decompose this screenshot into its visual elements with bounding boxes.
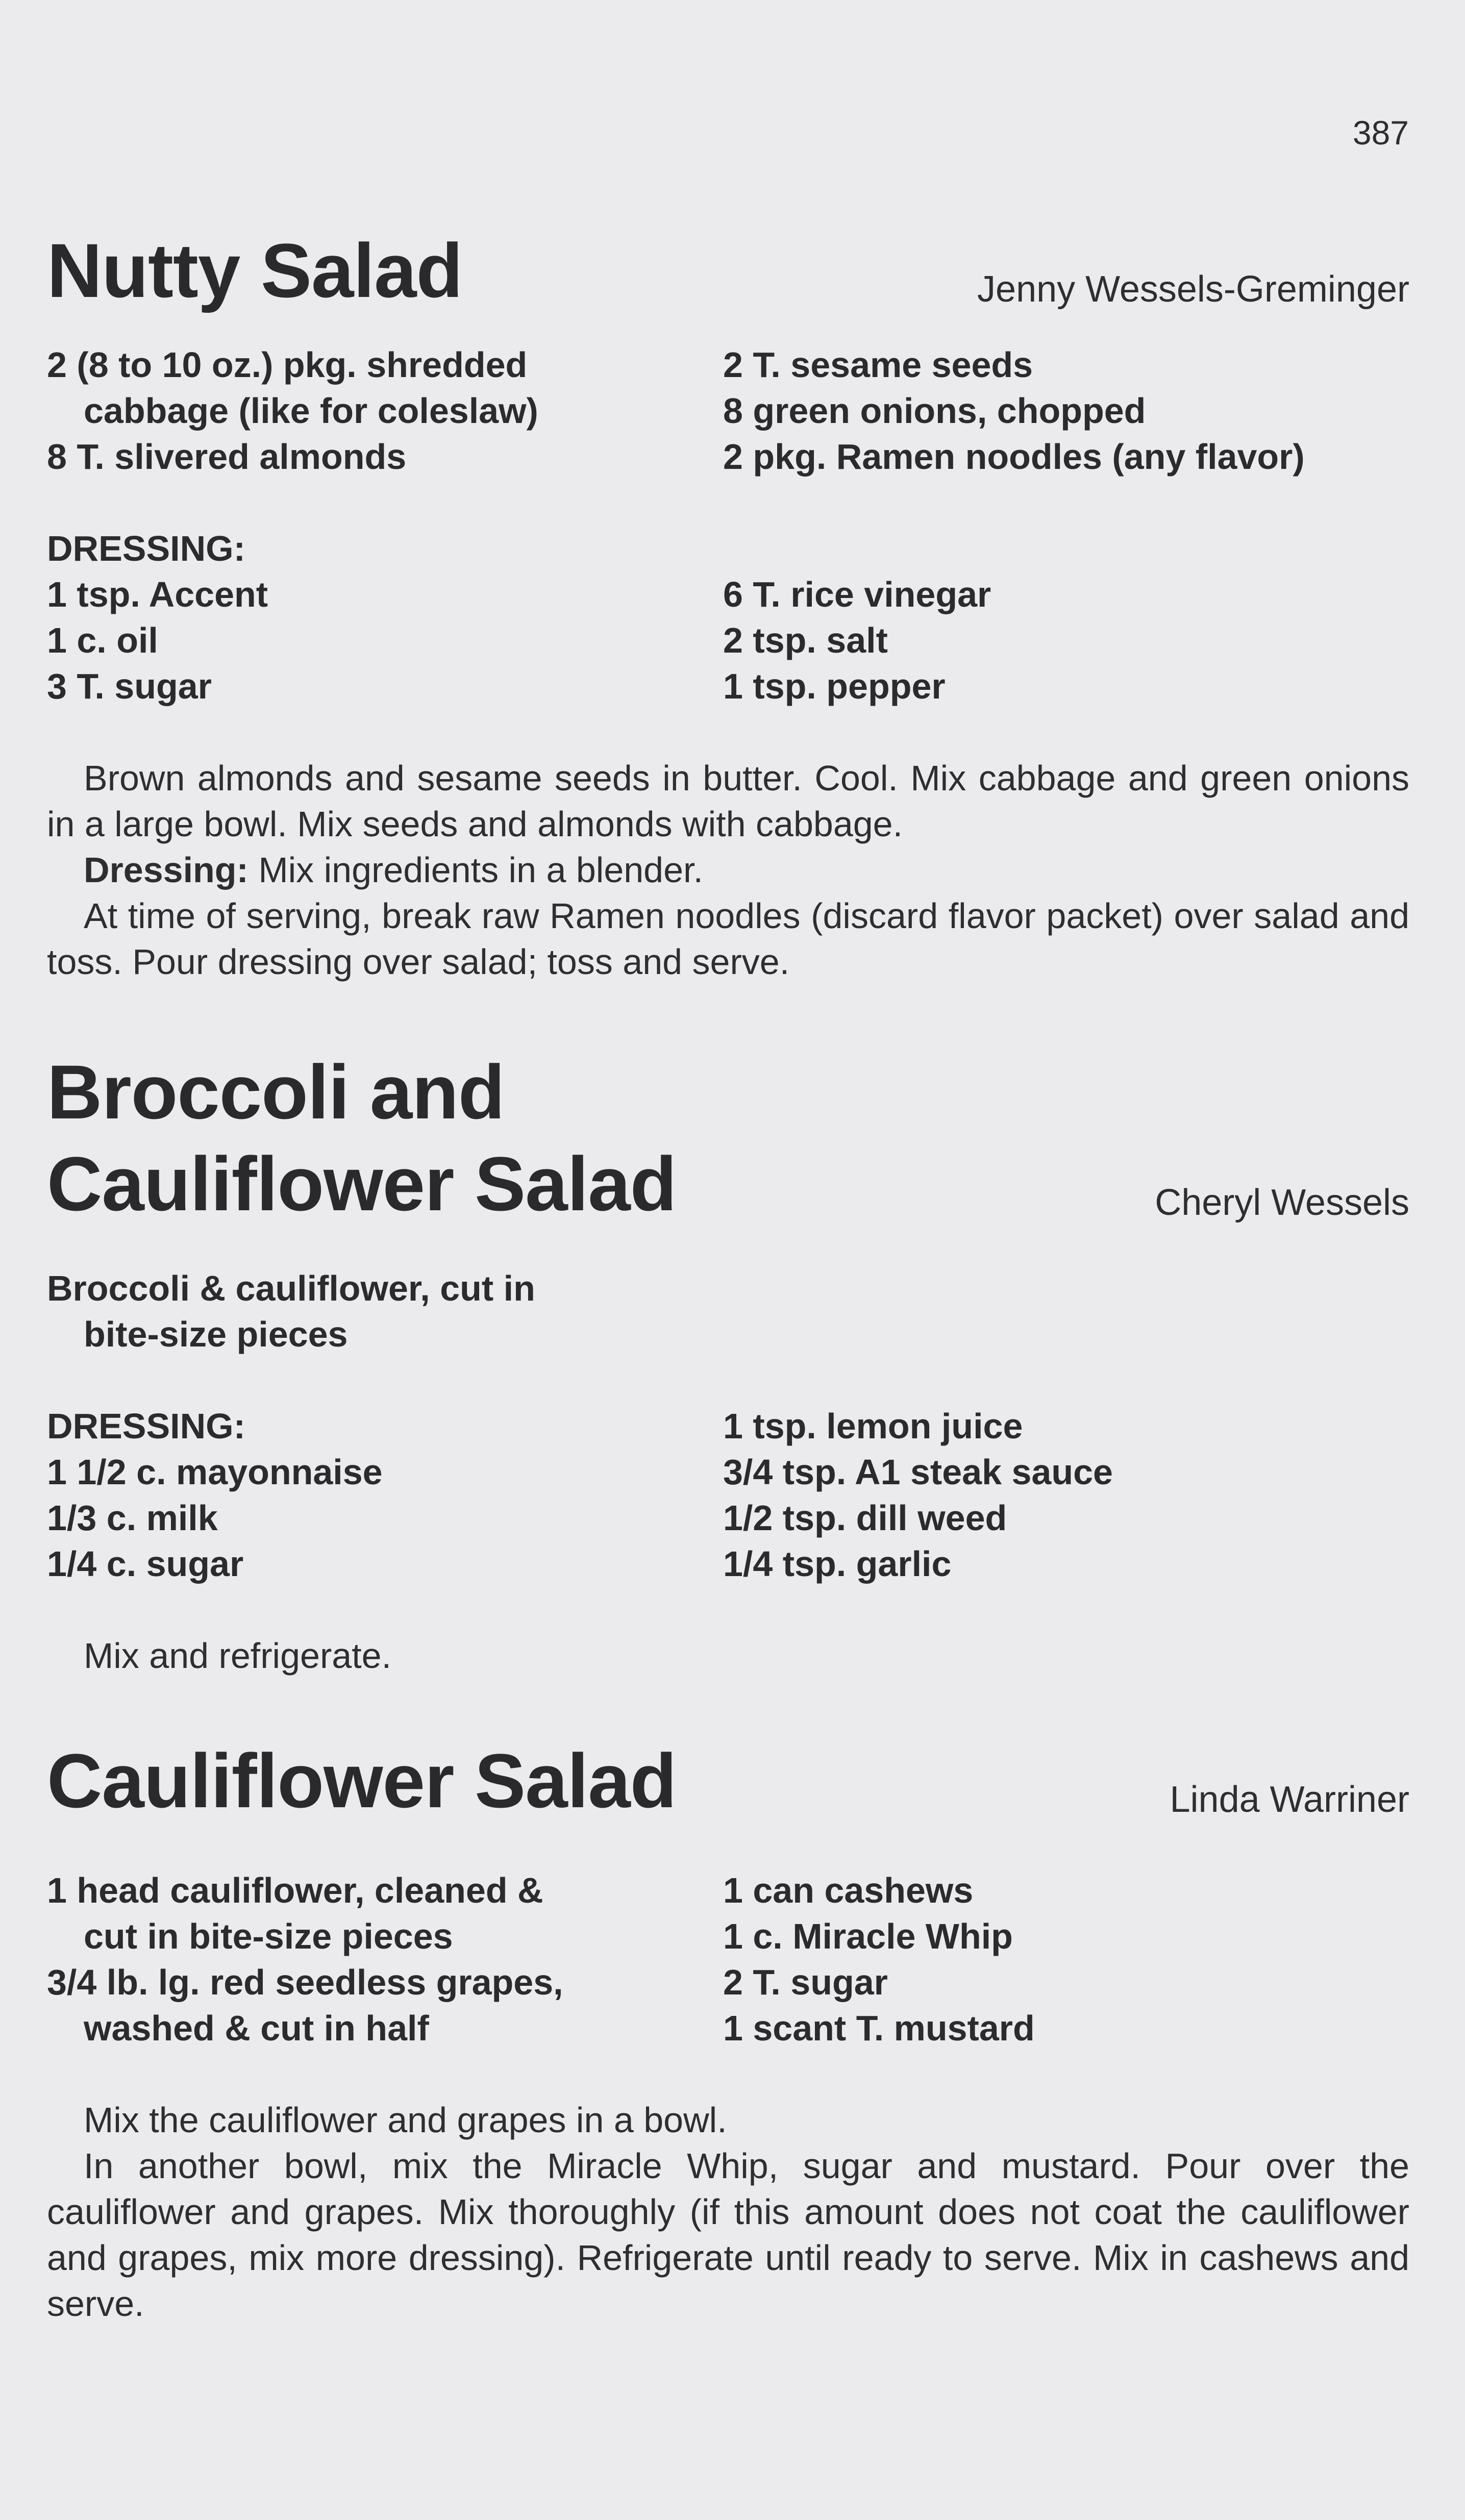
ingredients-left	[47, 342, 723, 480]
direction-text: Mix and refrigerate.	[84, 1636, 392, 1676]
recipe-author: Linda Warriner	[1170, 1779, 1409, 1820]
direction-paragraph	[47, 755, 1409, 847]
ingredient-columns	[47, 342, 1409, 480]
recipe-author: Jenny Wessels-Greminger	[977, 269, 1409, 310]
direction-paragraph	[47, 1633, 1409, 1679]
ingredient-item: 2 T. sesame seeds	[723, 345, 1033, 385]
ingredient-text: 1 head cauliflower, cleaned &	[47, 1870, 543, 1910]
dressing-left	[47, 526, 723, 709]
ingredients-left	[47, 1867, 723, 2051]
ingredients-right	[723, 1867, 1409, 2051]
ingredient-item	[47, 1265, 723, 1357]
direction-paragraph	[47, 2143, 1409, 2327]
dressing-left	[47, 1403, 723, 1587]
direction-text: Mix ingredients in a blender.	[248, 850, 703, 890]
direction-paragraph	[47, 893, 1409, 985]
direction-paragraph	[47, 847, 1409, 893]
dressing-columns	[47, 526, 1409, 709]
ingredient-item: 3/4 tsp. A1 steak sauce	[723, 1452, 1113, 1492]
title-line: Cauliflower Salad	[47, 1141, 677, 1227]
direction-paragraph	[47, 2097, 1409, 2143]
direction-lead: Dressing:	[84, 850, 249, 890]
ingredient-text: 3/4 lb. lg. red seedless grapes,	[47, 1962, 563, 2002]
ingredient-item	[47, 1959, 723, 2051]
recipe-title: Nutty Salad	[47, 228, 463, 313]
title-line: Broccoli and	[47, 1049, 505, 1135]
ingredient-item: 1 tsp. Accent	[47, 575, 268, 614]
ingredient-item: 3 T. sugar	[47, 666, 212, 706]
dressing-label: DRESSING:	[47, 1406, 245, 1446]
ingredient-item: 8 green onions, chopped	[723, 391, 1146, 431]
recipe-header	[47, 1046, 1409, 1230]
recipe-header	[47, 1735, 1409, 1827]
recipe-nutty-salad	[47, 224, 1409, 985]
ingredient-columns	[47, 1265, 1409, 1357]
ingredient-item	[47, 342, 723, 434]
ingredient-item: 2 tsp. salt	[723, 620, 888, 660]
ingredient-continuation: cabbage (like for coleslaw)	[84, 391, 538, 431]
ingredient-item: 1/4 c. sugar	[47, 1544, 244, 1584]
ingredient-continuation: washed & cut in half	[84, 2008, 429, 2048]
ingredient-item: 2 pkg. Ramen noodles (any flavor)	[723, 437, 1305, 477]
ingredient-text: Broccoli & cauliflower, cut in	[47, 1268, 535, 1308]
ingredient-item: 1 c. oil	[47, 620, 158, 660]
ingredient-item: 6 T. rice vinegar	[723, 575, 991, 614]
ingredient-item	[47, 1867, 723, 1959]
recipe-header	[47, 224, 1409, 316]
ingredient-item: 1 scant T. mustard	[723, 2008, 1035, 2048]
ingredient-item: 1 1/2 c. mayonnaise	[47, 1452, 383, 1492]
ingredient-item: 1 c. Miracle Whip	[723, 1916, 1013, 1956]
recipe-directions	[47, 2097, 1409, 2327]
dressing-right	[723, 526, 1409, 709]
ingredient-item: 2 T. sugar	[723, 1962, 888, 2002]
ingredient-item: 1 tsp. pepper	[723, 666, 946, 706]
ingredient-item: 1/3 c. milk	[47, 1498, 218, 1538]
recipe-author: Cheryl Wessels	[1155, 1182, 1409, 1223]
recipe-directions	[47, 1633, 1409, 1679]
ingredient-text: 2 (8 to 10 oz.) pkg. shredded	[47, 345, 528, 385]
page-number: 387	[1352, 114, 1409, 152]
ingredient-item: 1 can cashews	[723, 1870, 974, 1910]
ingredient-item: 1/2 tsp. dill weed	[723, 1498, 1007, 1538]
direction-text: Mix the cauliflower and grapes in a bowl.	[84, 2100, 727, 2140]
direction-text: Brown almonds and sesame seeds in butter. Cool. Mix cabbage and green onions in a large bowl. Mix seeds and almonds with cabbage.	[47, 758, 1409, 844]
ingredient-columns	[47, 1867, 1409, 2051]
ingredient-continuation: cut in bite-size pieces	[84, 1916, 453, 1956]
ingredient-item: 8 T. slivered almonds	[47, 437, 407, 477]
dressing-right	[723, 1403, 1409, 1587]
recipe-title: Cauliflower Salad	[47, 1738, 677, 1824]
dressing-columns	[47, 1403, 1409, 1587]
ingredient-item: 1 tsp. lemon juice	[723, 1406, 1023, 1446]
recipe-directions	[47, 755, 1409, 985]
ingredients-left	[47, 1265, 723, 1357]
recipe-broccoli-cauliflower-salad	[47, 1046, 1409, 1679]
direction-text: In another bowl, mix the Miracle Whip, sugar and mustard. Pour over the cauliflower and grapes. Mix thoroughly (if this amount does not coat the cauliflower and grapes, mix more dressing). Refrigerate until ready to serve. Mix in cashews and serve.	[47, 2146, 1409, 2324]
direction-text: At time of serving, break raw Ramen noodles (discard flavor packet) over salad and toss. Pour dressing over salad; toss and serve.	[47, 896, 1409, 982]
ingredients-right	[723, 1265, 1409, 1357]
ingredient-continuation: bite-size pieces	[84, 1314, 348, 1354]
ingredient-item: 1/4 tsp. garlic	[723, 1544, 952, 1584]
dressing-label: DRESSING:	[47, 529, 245, 568]
recipe-cauliflower-salad	[47, 1735, 1409, 2327]
ingredients-right	[723, 342, 1409, 480]
